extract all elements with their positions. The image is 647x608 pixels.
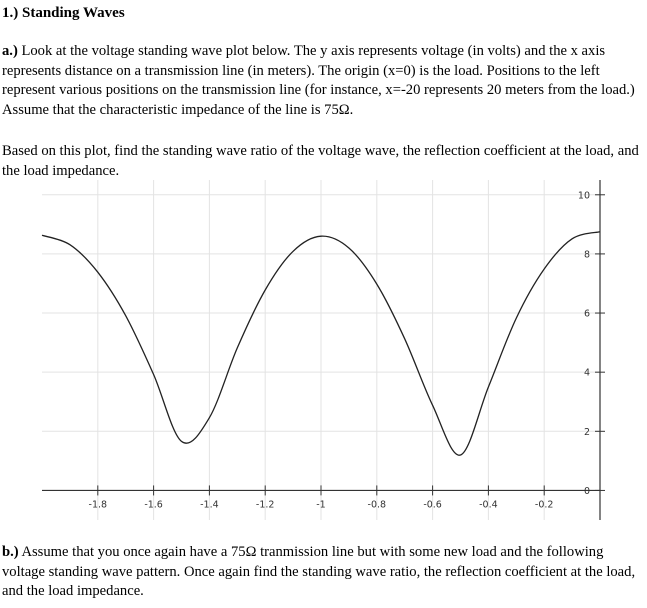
x-tick-label: -1.2 [255, 499, 275, 511]
x-tick-label: -1.4 [200, 499, 219, 511]
plot-axes [42, 180, 605, 520]
x-tick-label: -0.4 [479, 499, 498, 511]
x-tick-label: -0.8 [367, 499, 387, 511]
part-b-paragraph [2, 543, 645, 602]
part-a-question: Based on this plot, find the standing wave ratio of the voltage wave, the reflection coefficient at the load, and the load impedance. [2, 143, 639, 179]
y-tick-label: 6 [583, 308, 590, 320]
part-a-text: Look at the voltage standing wave plot below. The y axis represents voltage (in volts) and the x axis represents distance on a transmission line (in meters). The origin (x=0) is the load. Positions to the left represent various positions on the transmission line (for instance, x=-20 represents 20 meters from the load.) Assume that the characteristic impedance of the line is 75Ω. [2, 43, 635, 118]
x-tick-label: -0.2 [534, 499, 554, 511]
y-tick-label: 8 [583, 249, 590, 261]
x-tick-label: -0.6 [423, 499, 442, 511]
x-tick-label: -1 [316, 499, 326, 511]
y-tick-label: 0 [583, 485, 590, 497]
y-tick-label: 10 [577, 190, 590, 202]
part-b-text: Assume that you once again have a 75Ω tranmission line but with some new load and the following voltage standing wave pattern. Once again find the standing wave ratio, the reflection coefficient at the load, and the load impedance. [2, 544, 636, 599]
x-tick-label: -1.6 [144, 499, 163, 511]
part-b-label: b.) [2, 544, 19, 560]
y-tick-label: 2 [583, 426, 590, 438]
section-heading: 1.) Standing Waves [2, 5, 125, 21]
plot-grid [42, 180, 600, 520]
y-tick-label: 4 [583, 367, 590, 379]
part-a-label: a.) [2, 43, 18, 59]
x-tick-label: -1.8 [88, 499, 108, 511]
